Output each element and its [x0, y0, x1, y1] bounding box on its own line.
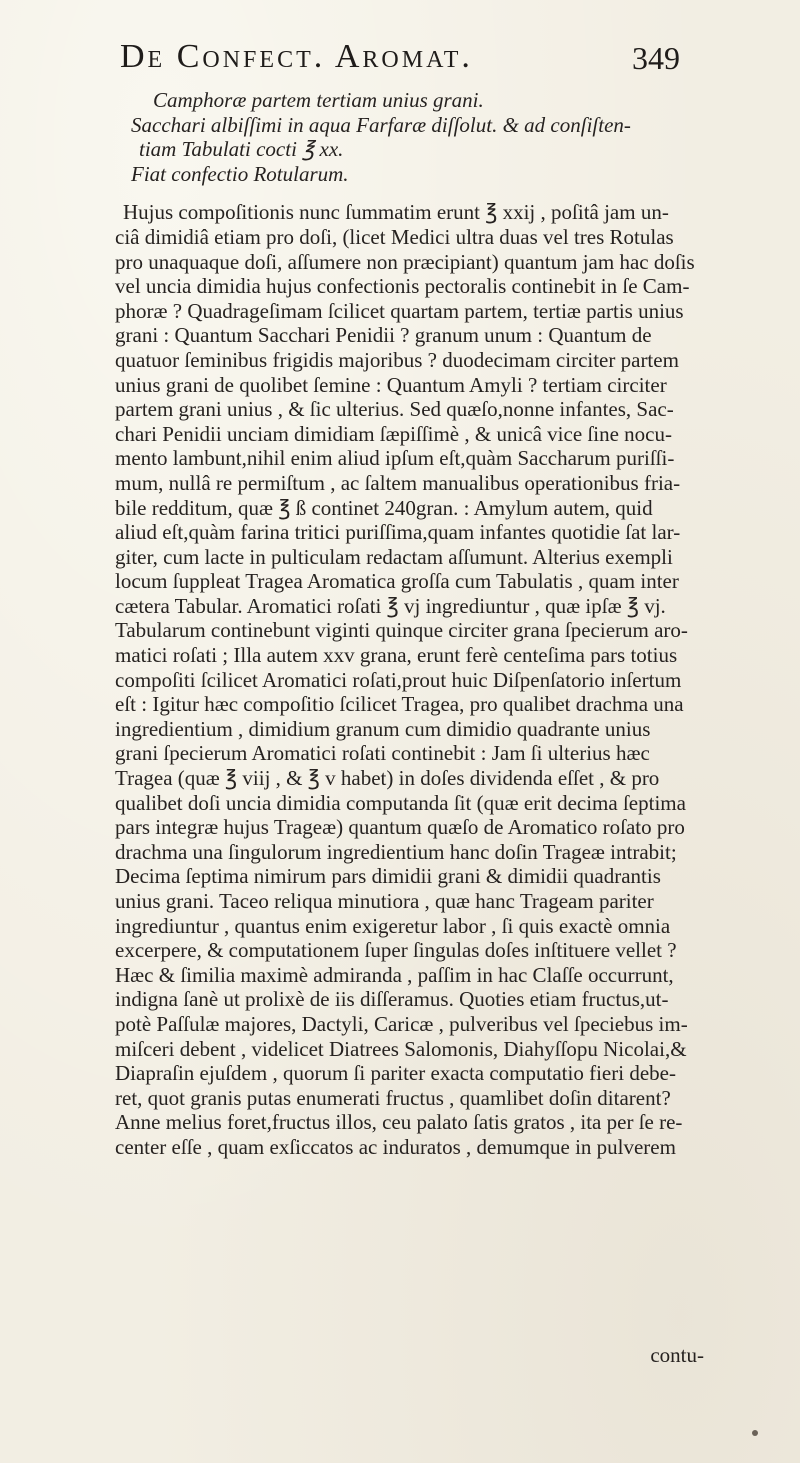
text-line: grani ſpecierum Aromatici roſati continebit : Jam ſi ulterius hæc — [115, 741, 650, 766]
text-line: chari Penidii unciam dimidiam ſæpiſſimè , & unicâ vice ſine nocu- — [115, 421, 672, 446]
text-line: Hæc & ſimilia maximè admiranda , paſſim in hac Claſſe occurrunt, — [115, 962, 674, 987]
text-line: giter, cum lacte in pulticulam redactam aſſumunt. Alterius exempli — [115, 544, 673, 569]
text-line: Diapraſin ejuſdem , quorum ſi pariter exacta computatio fieri debe- — [115, 1061, 676, 1086]
text-line: mento lambunt,nihil enim aliud ipſum eſt,quàm Saccharum puriſſi- — [115, 446, 675, 471]
text-line: aliud eſt,quàm farina tritici puriſſima,quam infantes quotidie ſat lar- — [115, 520, 681, 545]
text-line: unius grani. Taceo reliqua minutiora , quæ hanc Trageam pariter — [115, 889, 654, 913]
text-line: excerpere, & computationem ſuper ſingulas doſes inſtituere vellet ? — [115, 938, 677, 963]
text-line: ingredientium , dimidium granum cum dimidio quadrante unius — [115, 716, 651, 741]
text-line: qualibet doſi uncia dimidia computanda ſit (quæ erit decima ſeptima — [115, 790, 686, 815]
running-head — [120, 38, 680, 82]
text-line: ingrediuntur , quantus enim exigeretur labor , ſi quis exactè omnia — [115, 913, 671, 938]
text-line: bile redditum, quæ ℥ ß continet 240gran. : Amylum autem, quid — [115, 495, 653, 520]
text-line: phoræ ? Quadrageſimam ſcilicet quartam partem, tertiæ partis unius — [115, 298, 684, 323]
text-line: Decima ſeptima nimirum pars dimidii grani & dimidii quadrantis — [115, 864, 661, 889]
text-line: grani : Quantum Sacchari Penidii ? granum unum : Quantum de — [115, 323, 652, 348]
catchword: contu- — [650, 1343, 704, 1367]
text-line: pro unaquaque doſi, aſſumere non præcipiant) quantum jam hac doſis — [115, 249, 695, 274]
text-line: potè Paſſulæ majores, Dactyli, Caricæ , pulveribus vel ſpeciebus im- — [115, 1011, 688, 1036]
recipe-line: tiam Tabulati cocti ℥ xx. — [139, 137, 344, 162]
text-line: locum ſuppleat Tragea Aromatica groſſa cum Tabulatis , quam inter — [115, 569, 679, 594]
text-line: compoſiti ſcilicet Aromatici roſati,prout huic Diſpenſatorio inſertum — [115, 667, 682, 692]
text-line: ciâ dimidiâ etiam pro doſi, (licet Medici ultra duas vel tres Rotulas — [115, 224, 674, 249]
text-line: Tabularum continebunt viginti quinque circiter grana ſpecierum aro- — [115, 618, 688, 643]
recipe-line: Sacchari albiſſimi in aqua Farfaræ diſſolut. & ad conſiſten- — [131, 112, 631, 137]
text-line: unius grani de quolibet ſemine : Quantum Amyli ? tertiam circiter — [115, 372, 667, 397]
text-line: indigna ſanè ut prolixè de iis diſſeramus. Quoties etiam fructus,ut- — [115, 987, 669, 1012]
text-line: Tragea (quæ ℥ viij , & ℥ v habet) in doſes dividenda eſſet , & pro — [115, 766, 660, 791]
recipe-line: Fiat confectio Rotularum. — [131, 161, 349, 186]
text-line: mum, nullâ re permiſtum , ac ſaltem manualibus operationibus fria- — [115, 470, 681, 495]
ink-speck — [752, 1430, 758, 1436]
text-line: eſt : Igitur hæc compoſitio ſcilicet Tragea, pro qualibet drachma una — [115, 692, 684, 717]
text-line: pars integræ hujus Trageæ) quantum quæſo de Aromatico roſato pro — [115, 815, 685, 840]
text-line: center eſſe , quam exſiccatos ac induratos , demumque in pulverem — [115, 1134, 676, 1159]
text-line: vel uncia dimidia hujus confectionis pectoralis continebit in ſe Cam- — [115, 274, 690, 299]
page-number: 349 — [632, 40, 680, 76]
text-line: Hujus compoſitionis nunc ſummatim erunt ℥ xxij , poſitâ jam un- — [123, 200, 669, 225]
text-line: partem grani unius , & ſic ulterius. Sed quæſo,nonne infantes, Sac- — [115, 397, 674, 422]
text-line: ret, quot granis putas enumerati fructus , quamlibet doſin ditarent? — [115, 1085, 671, 1110]
text-line: quatuor ſeminibus frigidis majoribus ? duodecimam circiter partem — [115, 347, 679, 372]
text-line: matici roſati ; Illa autem xxv grana, erunt ferè centeſima pars totius — [115, 643, 678, 668]
text-line: drachma una ſingulorum ingredientium hanc doſin Trageæ intrabit; — [115, 839, 677, 864]
body-text — [115, 88, 707, 1160]
text-line: Anne melius foret,fructus illos, ceu palato ſatis gratos , ita per ſe re- — [115, 1110, 683, 1135]
running-head-title: De Confect. Aromat. — [120, 38, 473, 75]
recipe-line: Camphoræ partem tertiam unius grani. — [153, 88, 484, 112]
text-line: miſceri debent , videlicet Diatrees Salomonis, Diahyſſopu Nicolai,& — [115, 1036, 687, 1061]
text-line: cætera Tabular. Aromatici roſati ℥ vj ingrediuntur , quæ ipſæ ℥ vj. — [115, 593, 666, 618]
